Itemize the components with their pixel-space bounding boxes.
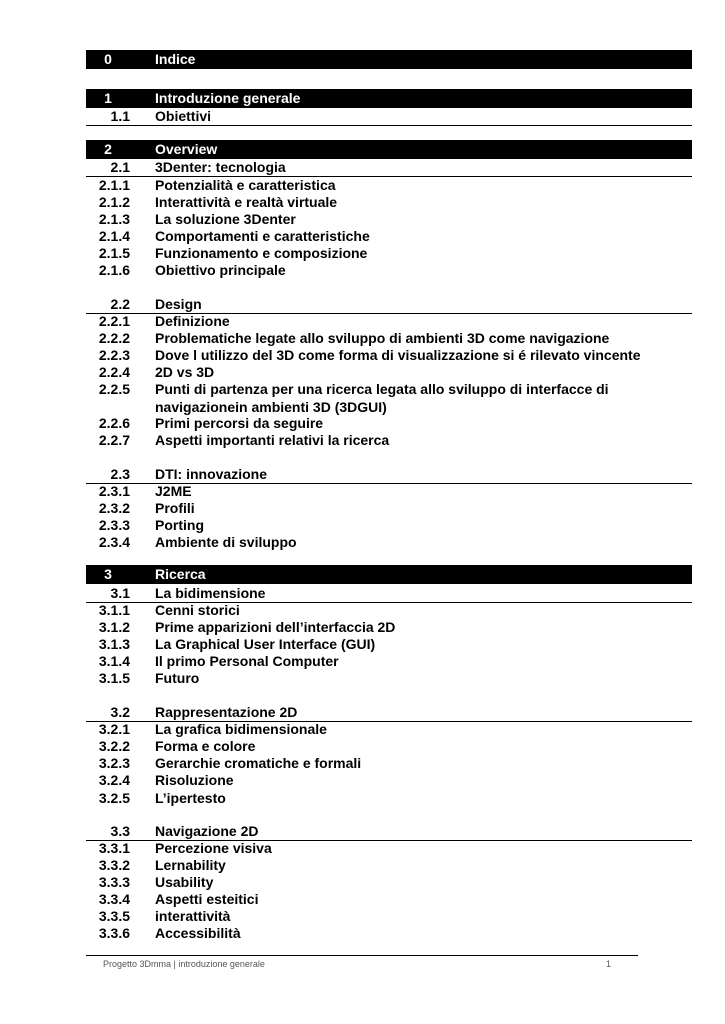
toc-number: 3.2.5 [98,790,130,806]
toc-number: 3.2.4 [98,772,130,788]
toc-entry[interactable] [86,227,692,245]
toc-entry[interactable] [86,380,692,416]
toc-title: Obiettivi [155,108,212,124]
toc-entry[interactable] [86,771,692,789]
toc-number: 3.1.2 [98,619,130,635]
toc-title: Aspetti importanti relativi la ricerca [155,432,390,448]
toc-entry[interactable] [86,346,692,364]
toc-entry[interactable] [86,720,692,738]
toc-title: Usability [155,874,214,890]
toc-entry[interactable] [86,499,692,517]
toc-number: 2.3.2 [98,500,130,516]
toc-number: 3 [104,566,112,582]
toc-title: Definizione [155,313,230,329]
toc-title: Design [155,296,202,312]
toc-title: J2ME [155,483,192,499]
toc-entry[interactable] [86,754,692,772]
footer-title: Progetto 3Dmma | introduzione generale [103,959,265,969]
toc-title: 3Denter: tecnologia [155,159,286,175]
toc-entry[interactable] [86,635,692,653]
toc-number: 2.1.6 [98,262,130,278]
toc-title: La grafica bidimensionale [155,721,327,737]
toc-number: 2.2.2 [98,330,130,346]
toc-number: 2.2.4 [98,364,130,380]
toc-number: 3.3.2 [98,857,130,873]
toc-number: 3.3.6 [98,925,130,941]
toc-number: 2.3.1 [98,483,130,499]
toc-title: Lernability [155,857,226,873]
toc-title: Gerarchie cromatiche e formali [155,755,362,771]
toc-title: Introduzione generale [155,90,301,106]
toc-entry[interactable] [86,737,692,755]
toc-title: Cenni storici [155,602,240,618]
toc-number: 2.3.4 [98,534,130,550]
toc-entry[interactable] [86,482,692,500]
toc-entry[interactable] [86,363,692,381]
toc-chapter[interactable] [86,565,692,584]
toc-title: Funzionamento e composizione [155,245,368,261]
toc-title: Porting [155,517,204,533]
toc-title: Ambiente di sviluppo [155,534,297,550]
toc-entry[interactable] [86,856,692,874]
toc-entry[interactable] [86,312,692,330]
toc-number: 3.2.3 [98,755,130,771]
toc-number: 3.3.5 [98,908,130,924]
toc-number: 2.1.2 [98,194,130,210]
toc-number: 3.1.4 [98,653,130,669]
toc-title: La soluzione 3Denter [155,211,296,227]
toc-title: Aspetti esteitici [155,891,259,907]
toc-title: Il primo Personal Computer [155,653,339,669]
toc-entry[interactable] [86,210,692,228]
toc-entry[interactable] [86,176,692,194]
toc-number: 3.3.4 [98,891,130,907]
toc-number: 3.1.1 [98,602,130,618]
toc-number: 3.1.5 [98,670,130,686]
toc-section[interactable] [86,158,692,177]
toc-entry[interactable] [86,652,692,670]
toc-number: 2.2.7 [98,432,130,448]
toc-entry[interactable] [86,669,692,687]
toc-title: Dove l utilizzo del 3D come forma di visualizzazione si é rilevato vincente [155,347,641,363]
toc-title: Rappresentazione 2D [155,704,298,720]
toc-title: Futuro [155,670,200,686]
toc-title: DTI: innovazione [155,466,267,482]
table-of-contents [86,0,692,1000]
toc-title: Interattività e realtà virtuale [155,194,338,210]
toc-title: Forma e colore [155,738,256,754]
toc-number: 3.2 [110,704,130,720]
toc-title: Problematiche legate allo sviluppo di ambienti 3D come navigazione [155,330,610,346]
toc-number: 2.2.5 [98,381,130,397]
toc-entry[interactable] [86,907,692,925]
toc-number: 2.1 [110,159,130,175]
toc-title: Ricerca [155,566,206,582]
toc-title: Profili [155,500,195,516]
toc-chapter[interactable] [86,89,692,108]
toc-number: 2 [104,141,112,157]
toc-entry[interactable] [86,890,692,908]
toc-entry[interactable] [86,789,692,807]
toc-title: La bidimensione [155,585,266,601]
toc-entry[interactable] [86,329,692,347]
toc-title: 2D vs 3D [155,364,215,380]
toc-number: 2.2.3 [98,347,130,363]
toc-entry[interactable] [86,601,692,619]
toc-entry[interactable] [86,533,692,551]
toc-number: 2.2.6 [98,415,130,431]
toc-entry[interactable] [86,261,692,279]
toc-title: Indice [155,51,196,67]
toc-number: 3.1.3 [98,636,130,652]
toc-number: 3.3.3 [98,874,130,890]
toc-number: 2.1.1 [98,177,130,193]
toc-number: 2.1.3 [98,211,130,227]
toc-title: Overview [155,141,218,157]
toc-title: L’ipertesto [155,790,226,806]
toc-entry[interactable] [86,924,692,942]
toc-title: Primi percorsi da seguire [155,415,324,431]
toc-title: Navigazione 2D [155,823,259,839]
toc-title: Prime apparizioni dell’interfaccia 2D [155,619,396,635]
toc-number: 2.3 [110,466,130,482]
toc-number: 1.1 [110,108,130,124]
toc-number: 3.3.1 [98,840,130,856]
toc-number: 2.2 [110,296,130,312]
toc-number: 1 [104,90,112,106]
toc-title: Comportamenti e caratteristiche [155,228,370,244]
toc-number: 2.2.1 [98,313,130,329]
toc-title: Accessibilità [155,925,241,941]
toc-entry[interactable] [86,244,692,262]
toc-entry[interactable] [86,618,692,636]
toc-chapter[interactable] [86,50,692,69]
toc-title: Potenzialità e caratteristica [155,177,336,193]
toc-entry[interactable] [86,193,692,211]
toc-title: Risoluzione [155,772,234,788]
toc-section[interactable] [86,107,692,126]
page-footer [86,955,638,969]
toc-entry[interactable] [86,873,692,891]
toc-title: Percezione visiva [155,840,272,856]
toc-number: 3.3 [110,823,130,839]
toc-number: 2.3.3 [98,517,130,533]
toc-title: interattività [155,908,231,924]
toc-entry[interactable] [86,414,692,432]
toc-title: Punti di partenza per una ricerca legata allo sviluppo di interfacce di navigazionein ambienti 3D (3DGUI) [155,381,609,415]
toc-number: 2.1.4 [98,228,130,244]
toc-title: Obiettivo principale [155,262,286,278]
toc-number: 3.2.2 [98,738,130,754]
toc-number: 3.2.1 [98,721,130,737]
toc-chapter[interactable] [86,140,692,159]
toc-title: La Graphical User Interface (GUI) [155,636,376,652]
toc-number: 2.1.5 [98,245,130,261]
toc-entry[interactable] [86,431,692,449]
toc-number: 3.1 [110,585,130,601]
toc-entry[interactable] [86,839,692,857]
toc-number: 0 [104,51,112,67]
toc-entry[interactable] [86,516,692,534]
page-number: 1 [605,959,611,969]
